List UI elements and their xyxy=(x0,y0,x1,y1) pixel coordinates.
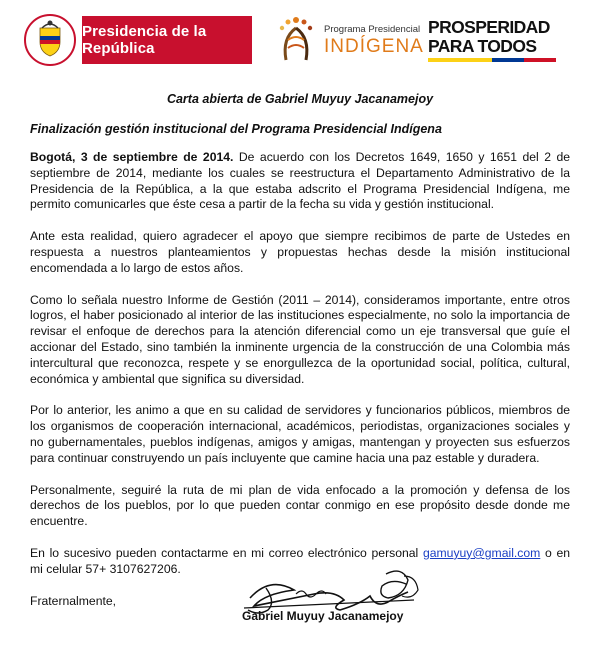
phone-text: o en mi celular 57+ 3107627206. xyxy=(30,545,570,576)
date-lead: Bogotá, 3 de septiembre de 2014. xyxy=(30,150,234,164)
presidencia-logo xyxy=(24,14,252,66)
flag-color-bar xyxy=(428,58,556,62)
paragraph-2: Ante esta realidad, quiero agradecer el apoyo que siempre recibimos de parte de Ustedes en respuesta a nuestros planteamientos y propuestas hechas desde la misión institucional encomendada a lo largo de estos años. xyxy=(30,229,570,275)
colombia-shield-icon xyxy=(24,14,76,66)
paragraph-1-text: De acuerdo con los Decretos 1649, 1650 y 1651 del 2 de septiembre de 2014, mediante los cuales se reestructura el Departamento Administrativo de la Presidencia de la República, a la que estaba adscrito el Programa Presidencial Indígena, me permito comunicarles que éste cesa a partir de la fecha su vida y gestión institucional. xyxy=(30,150,570,212)
email-link[interactable]: gamuyuy@gmail.com xyxy=(422,545,541,560)
programa-indigena-logo xyxy=(274,12,424,68)
indigena-label: INDÍGENA xyxy=(324,36,424,57)
closing: Fraternalmente, xyxy=(30,593,117,608)
prosperidad-label: PROSPERIDAD xyxy=(428,17,550,37)
presidencia-label: Presidencia de la República xyxy=(82,16,252,64)
contact-text: En lo sucesivo pueden contactarme en mi correo electrónico personal xyxy=(30,545,423,560)
prosperidad-logo xyxy=(428,18,588,64)
signature-name: Gabriel Muyuy Jacanamejoy xyxy=(242,609,404,623)
paragraph-4: Por lo anterior, les animo a que en su calidad de servidores y funcionarios públicos, miembros de los organismos de cooperación internacional, académicos, periodistas, organizaciones sociales y no gubernamentales, pueblos indígenas, amigos y amigas, mantengan y proyecten sus esfuerzos para continuar construyendo un país incluyente que camine hacia una paz estable y duradera. xyxy=(30,403,570,465)
letter-body xyxy=(30,80,570,623)
handwritten-signature-icon xyxy=(236,564,456,634)
letter-subtitle: Finalización gestión institucional del Programa Presidencial Indígena xyxy=(30,122,442,136)
para-todos-label: PARA TODOS xyxy=(428,36,537,56)
letter-title: Carta abierta de Gabriel Muyuy Jacanamejoy xyxy=(166,92,434,106)
paragraph-1 xyxy=(30,150,570,213)
paragraph-5: Personalmente, seguiré la ruta de mi plan de vida enfocado a la promoción y defensa de los derechos de los pueblos, por lo que pueden contar conmigo en ese propósito desde donde me encuentre. xyxy=(30,482,570,529)
paragraph-3: Como lo señala nuestro Informe de Gestión (2011 – 2014), consideramos importante, entre otros logros, el haber posicionado al interior de las instituciones especialmente, no solo la importancia de revisar el enfoque de derechos para la atención diferencial como un eje transversal que guíe el accionar del Estado, sino también la inminente urgencia de la construcción de una Colombia más intercultural que reconozca, respete y se enorgullezca de la oportunidad social, política, cultural, económica y ambiental que significa su diversidad. xyxy=(30,292,570,386)
programa-presidencial-label: Programa Presidencial xyxy=(324,24,421,35)
indigena-emblem-icon xyxy=(274,12,318,68)
letterhead xyxy=(0,0,600,78)
